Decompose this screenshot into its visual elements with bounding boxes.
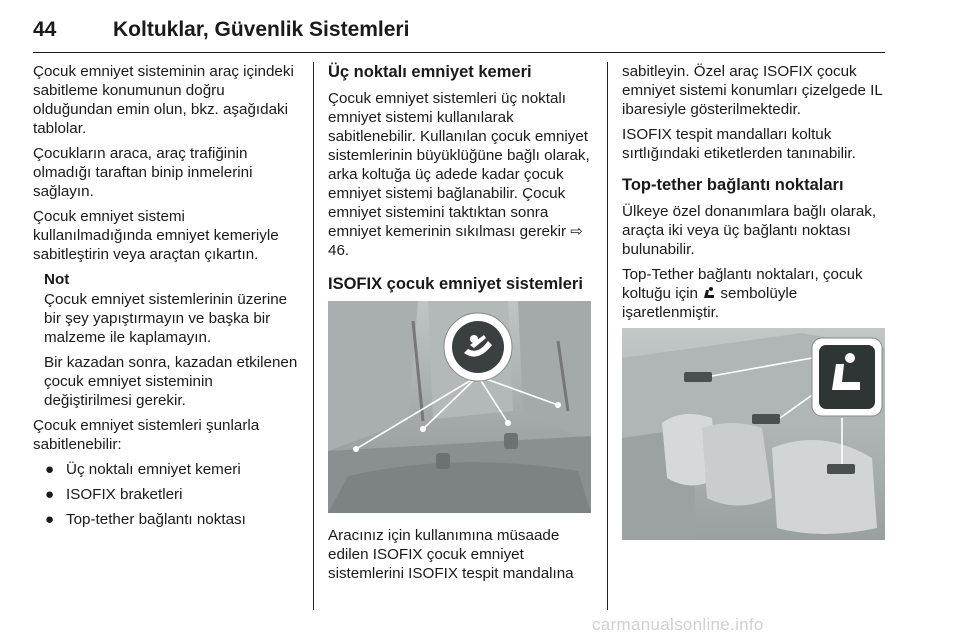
paragraph: Ülkeye özel donanımlara bağlı olarak, araçta iki veya üç bağlantı noktası bulunabilir. (622, 203, 877, 258)
bullet-icon: ● (45, 511, 55, 528)
column-divider (607, 62, 608, 610)
paragraph: Aracınız için kullanımına müsaade edilen ISOFIX çocuk emniyet sistemlerini ISOFIX tespit mandalına (328, 527, 574, 582)
reference-arrow-icon: ⇨ (570, 223, 583, 240)
bullet-icon: ● (45, 461, 55, 478)
section-heading: Üç noktalı emniyet kemeri (328, 63, 532, 81)
top-tether-illustration (622, 328, 885, 540)
paragraph: Çocuk emniyet sistemleri üç noktalı emniyet sistemi kullanılarak sabitlenebilir. Kullanılan çocuk emniyet sistemlerinin büyüklüğüne bağlı olarak, arka koltuğa üç adede kadar çocuk emniyet sistemi bağlanabilir. Çocuk emniyet sistemini taktıktan sonra emniyet kemerinin sıkılması gerekir ⇨ 46. (328, 90, 590, 259)
note-paragraph: Çocuk emniyet sistemlerinin üzerine bir şey yapıştırmayın ve başka bir malzeme ile kaplamayın. (44, 291, 288, 346)
watermark: carmanualsonline.info (592, 615, 764, 634)
paragraph: Çocuk emniyet sistemi kullanılmadığında emniyet kemeriyle sabitleştirin veya araçtan çıkartın. (33, 208, 279, 263)
paragraph: Çocuk emniyet sistemleri şunlarla sabitlenebilir: (33, 417, 260, 453)
section-heading: Top-tether bağlantı noktaları (622, 176, 844, 194)
page-header (33, 14, 885, 53)
paragraph: Çocukların araca, araç trafiğinin olmadığı taraftan binip inmelerini sağlayın. (33, 145, 253, 200)
child-seat-anchor-icon (702, 286, 716, 300)
note-label: Not (44, 271, 70, 288)
bullet-list (33, 460, 299, 529)
list-item: ● Top-tether bağlantı noktası (45, 511, 246, 528)
page-title: Koltuklar, Güvenlik Sistemleri (113, 18, 410, 41)
note-paragraph: Bir kazadan sonra, kazadan etkilenen çocuk emniyet sisteminin değiştirilmesi gerekir. (44, 354, 298, 409)
list-item: ● ISOFIX braketleri (45, 486, 183, 503)
isofix-seat-illustration (328, 301, 591, 513)
column-middle (328, 62, 596, 589)
paragraph: sabitleyin. Özel araç ISOFIX çocuk emniyet sistemi konumları çizelgede IL ibaresiyle gösterilmektedir. (622, 63, 883, 118)
column-divider (313, 62, 314, 610)
paragraph: Top-Tether bağlantı noktaları, çocuk koltuğu için sembolüyle işaretlenmiştir. (622, 266, 863, 321)
paragraph: ISOFIX tespit mandalları koltuk sırtlığındaki etiketlerden tanınabilir. (622, 126, 856, 162)
page-number: 44 (33, 18, 57, 41)
section-heading: ISOFIX çocuk emniyet sistemleri (328, 275, 583, 293)
column-right (622, 62, 887, 553)
bullet-icon: ● (45, 486, 55, 503)
note-box (44, 270, 299, 410)
column-left (33, 62, 299, 535)
paragraph: Çocuk emniyet sisteminin araç içindeki sabitleme konumunun doğru olduğundan emin olun, bkz. aşağıdaki tablolar. (33, 63, 294, 137)
list-item: ● Üç noktalı emniyet kemeri (45, 461, 241, 478)
